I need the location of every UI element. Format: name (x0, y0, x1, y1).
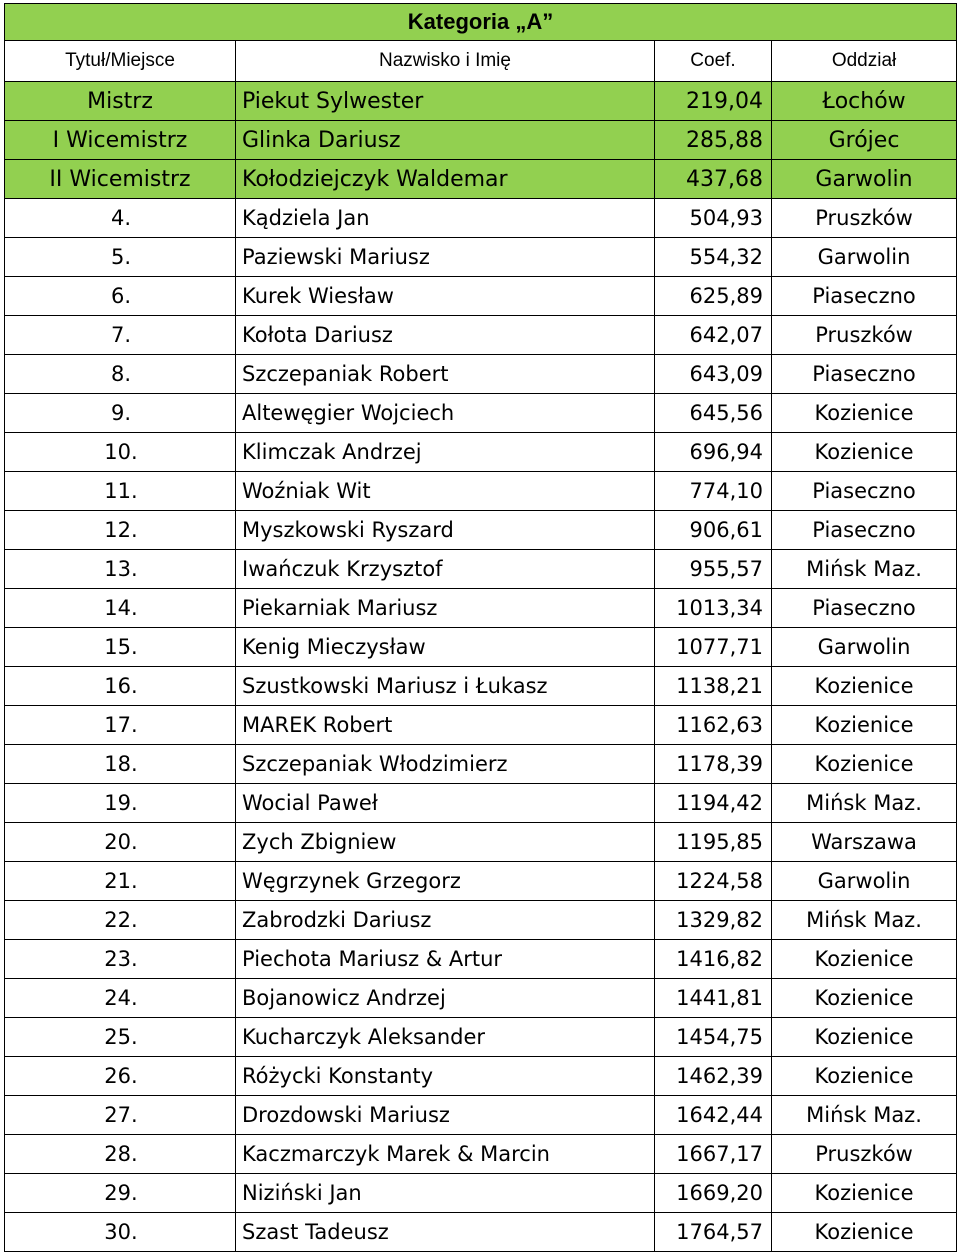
branch-cell: Grójec (772, 121, 957, 160)
branch-cell: Garwolin (772, 238, 957, 277)
table-row (5, 901, 957, 940)
branch-cell: Mińsk Maz. (772, 550, 957, 589)
coef-cell: 554,32 (655, 238, 772, 277)
name-cell: Kołodziejczyk Waldemar (236, 160, 655, 199)
place-cell: 22. (5, 901, 236, 940)
name-cell: Szczepaniak Robert (236, 355, 655, 394)
place-cell: 14. (5, 589, 236, 628)
coef-cell: 1013,34 (655, 589, 772, 628)
branch-cell: Kozienice (772, 706, 957, 745)
coef-cell: 642,07 (655, 316, 772, 355)
coef-cell: 1642,44 (655, 1096, 772, 1135)
coef-cell: 1764,57 (655, 1213, 772, 1252)
name-cell: Kenig Mieczysław (236, 628, 655, 667)
coef-cell: 774,10 (655, 472, 772, 511)
branch-cell: Garwolin (772, 628, 957, 667)
name-cell: Zych Zbigniew (236, 823, 655, 862)
header-name: Nazwisko i Imię (236, 41, 655, 82)
place-cell: 25. (5, 1018, 236, 1057)
place-cell: 12. (5, 511, 236, 550)
name-cell: Drozdowski Mariusz (236, 1096, 655, 1135)
name-cell: Iwańczuk Krzysztof (236, 550, 655, 589)
branch-cell: Piaseczno (772, 355, 957, 394)
place-cell: 13. (5, 550, 236, 589)
name-cell: Piechota Mariusz & Artur (236, 940, 655, 979)
name-cell: Woźniak Wit (236, 472, 655, 511)
name-cell: Kurek Wiesław (236, 277, 655, 316)
ranking-table (4, 3, 957, 1252)
name-cell: Bojanowicz Andrzej (236, 979, 655, 1018)
coef-cell: 1329,82 (655, 901, 772, 940)
coef-cell: 696,94 (655, 433, 772, 472)
table-row (5, 160, 957, 199)
table-row (5, 511, 957, 550)
table-header-row (5, 41, 957, 82)
place-cell: 7. (5, 316, 236, 355)
table-row (5, 238, 957, 277)
branch-cell: Kozienice (772, 1213, 957, 1252)
coef-cell: 1454,75 (655, 1018, 772, 1057)
coef-cell: 1162,63 (655, 706, 772, 745)
coef-cell: 1195,85 (655, 823, 772, 862)
branch-cell: Kozienice (772, 940, 957, 979)
branch-cell: Pruszków (772, 199, 957, 238)
header-coef: Coef. (655, 41, 772, 82)
table-row (5, 472, 957, 511)
coef-cell: 645,56 (655, 394, 772, 433)
table-row (5, 355, 957, 394)
coef-cell: 1077,71 (655, 628, 772, 667)
place-cell: 18. (5, 745, 236, 784)
place-cell: 16. (5, 667, 236, 706)
name-cell: Myszkowski Ryszard (236, 511, 655, 550)
place-cell: 26. (5, 1057, 236, 1096)
coef-cell: 1441,81 (655, 979, 772, 1018)
coef-cell: 504,93 (655, 199, 772, 238)
name-cell: Piekut Sylwester (236, 82, 655, 121)
table-row (5, 82, 957, 121)
header-branch: Oddział (772, 41, 957, 82)
table-row (5, 667, 957, 706)
place-cell: 30. (5, 1213, 236, 1252)
place-cell: 8. (5, 355, 236, 394)
table-row (5, 1096, 957, 1135)
place-cell: II Wicemistrz (5, 160, 236, 199)
coef-cell: 1669,20 (655, 1174, 772, 1213)
coef-cell: 285,88 (655, 121, 772, 160)
table-row (5, 1213, 957, 1252)
place-cell: 20. (5, 823, 236, 862)
name-cell: MAREK Robert (236, 706, 655, 745)
place-cell: 5. (5, 238, 236, 277)
branch-cell: Kozienice (772, 1057, 957, 1096)
name-cell: Glinka Dariusz (236, 121, 655, 160)
place-cell: 17. (5, 706, 236, 745)
branch-cell: Kozienice (772, 979, 957, 1018)
branch-cell: Kozienice (772, 667, 957, 706)
ranking-table-body (5, 4, 957, 1252)
place-cell: I Wicemistrz (5, 121, 236, 160)
name-cell: Piekarniak Mariusz (236, 589, 655, 628)
table-row (5, 589, 957, 628)
coef-cell: 1194,42 (655, 784, 772, 823)
branch-cell: Pruszków (772, 1135, 957, 1174)
branch-cell: Łochów (772, 82, 957, 121)
category-title-row (5, 4, 957, 41)
name-cell: Szast Tadeusz (236, 1213, 655, 1252)
coef-cell: 1224,58 (655, 862, 772, 901)
table-row (5, 745, 957, 784)
branch-cell: Kozienice (772, 394, 957, 433)
table-row (5, 1018, 957, 1057)
coef-cell: 906,61 (655, 511, 772, 550)
branch-cell: Piaseczno (772, 472, 957, 511)
coef-cell: 643,09 (655, 355, 772, 394)
branch-cell: Piaseczno (772, 277, 957, 316)
name-cell: Kądziela Jan (236, 199, 655, 238)
table-row (5, 940, 957, 979)
coef-cell: 1667,17 (655, 1135, 772, 1174)
coef-cell: 1178,39 (655, 745, 772, 784)
branch-cell: Kozienice (772, 1174, 957, 1213)
branch-cell: Warszawa (772, 823, 957, 862)
place-cell: 21. (5, 862, 236, 901)
place-cell: 19. (5, 784, 236, 823)
table-row (5, 628, 957, 667)
branch-cell: Kozienice (772, 433, 957, 472)
coef-cell: 437,68 (655, 160, 772, 199)
branch-cell: Kozienice (772, 745, 957, 784)
name-cell: Kołota Dariusz (236, 316, 655, 355)
branch-cell: Mińsk Maz. (772, 901, 957, 940)
place-cell: 24. (5, 979, 236, 1018)
table-row (5, 199, 957, 238)
branch-cell: Garwolin (772, 160, 957, 199)
branch-cell: Garwolin (772, 862, 957, 901)
name-cell: Niziński Jan (236, 1174, 655, 1213)
name-cell: Altewęgier Wojciech (236, 394, 655, 433)
table-row (5, 1057, 957, 1096)
table-row (5, 121, 957, 160)
branch-cell: Piaseczno (772, 511, 957, 550)
table-row (5, 316, 957, 355)
table-row (5, 862, 957, 901)
coef-cell: 1462,39 (655, 1057, 772, 1096)
table-row (5, 433, 957, 472)
name-cell: Klimczak Andrzej (236, 433, 655, 472)
name-cell: Kucharczyk Aleksander (236, 1018, 655, 1057)
table-row (5, 394, 957, 433)
branch-cell: Mińsk Maz. (772, 1096, 957, 1135)
branch-cell: Mińsk Maz. (772, 784, 957, 823)
category-title: Kategoria „A” (5, 4, 957, 41)
name-cell: Kaczmarczyk Marek & Marcin (236, 1135, 655, 1174)
table-row (5, 277, 957, 316)
place-cell: Mistrz (5, 82, 236, 121)
place-cell: 4. (5, 199, 236, 238)
table-row (5, 979, 957, 1018)
table-row (5, 1174, 957, 1213)
name-cell: Różycki Konstanty (236, 1057, 655, 1096)
coef-cell: 219,04 (655, 82, 772, 121)
table-row (5, 706, 957, 745)
coef-cell: 1416,82 (655, 940, 772, 979)
table-row (5, 1135, 957, 1174)
place-cell: 28. (5, 1135, 236, 1174)
coef-cell: 955,57 (655, 550, 772, 589)
table-row (5, 784, 957, 823)
name-cell: Wocial Paweł (236, 784, 655, 823)
place-cell: 15. (5, 628, 236, 667)
name-cell: Szustkowski Mariusz i Łukasz (236, 667, 655, 706)
branch-cell: Piaseczno (772, 589, 957, 628)
place-cell: 29. (5, 1174, 236, 1213)
name-cell: Węgrzynek Grzegorz (236, 862, 655, 901)
place-cell: 9. (5, 394, 236, 433)
table-row (5, 550, 957, 589)
table-row (5, 823, 957, 862)
coef-cell: 1138,21 (655, 667, 772, 706)
name-cell: Zabrodzki Dariusz (236, 901, 655, 940)
place-cell: 23. (5, 940, 236, 979)
place-cell: 11. (5, 472, 236, 511)
name-cell: Paziewski Mariusz (236, 238, 655, 277)
place-cell: 10. (5, 433, 236, 472)
name-cell: Szczepaniak Włodzimierz (236, 745, 655, 784)
place-cell: 27. (5, 1096, 236, 1135)
branch-cell: Pruszków (772, 316, 957, 355)
header-title: Tytuł/Miejsce (5, 41, 236, 82)
branch-cell: Kozienice (772, 1018, 957, 1057)
coef-cell: 625,89 (655, 277, 772, 316)
place-cell: 6. (5, 277, 236, 316)
